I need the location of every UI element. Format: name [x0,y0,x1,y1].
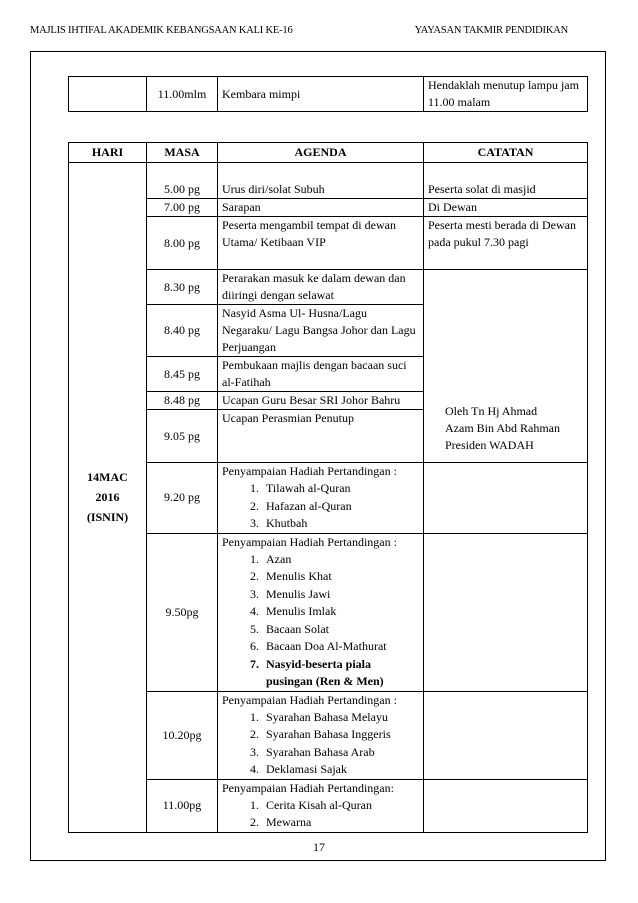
col-header-catatan: CATATAN [424,143,588,163]
agenda-title: Penyampaian Hadiah Pertandingan : [222,692,397,707]
col-header-hari: HARI [69,143,147,163]
agenda-cell [218,691,424,779]
time-cell: 10.20pg [147,691,218,779]
time-cell: 9.05 pg [147,410,218,463]
table-row [69,691,588,779]
agenda-cell: Sarapan [218,199,424,217]
list-item: 4. Menulis Imlak [262,603,419,621]
agenda-cell [218,533,424,691]
list-item: 3. Menulis Jawi [262,586,419,604]
table-row [69,199,588,217]
speaker-note-line: Azam Bin Abd Rahman [445,421,560,435]
day-cell [69,163,147,833]
schedule-table [68,142,588,833]
time-cell: 5.00 pg [147,163,218,199]
note-cell [424,463,588,534]
continuation-table [68,76,588,112]
header-left: MAJLIS IHTIFAL AKADEMIK KEBANGSAAN KALI KE-16 [30,25,293,36]
time-cell: 11.00pg [147,779,218,832]
agenda-cell: Ucapan Guru Besar SRI Johor Bahru [218,392,424,410]
list-item: 3. Khutbah [262,515,419,533]
day-year: 2016 [95,490,120,505]
col-header-agenda: AGENDA [218,143,424,163]
note-cell [424,691,588,779]
day-name: (ISNIN) [86,510,129,525]
list-item: 6. Bacaan Doa Al-Mathurat [262,638,419,656]
agenda-cell [218,779,424,832]
list-item: 7. Nasyid-beserta piala pusingan (Ren & Men) [262,656,419,691]
list-item: 2. Menulis Khat [262,568,419,586]
note-cell [424,533,588,691]
note-cell [424,779,588,832]
list-item: 1. Cerita Kisah al-Quran [262,797,419,815]
prize-list [222,797,419,832]
page-number: 17 [313,840,325,854]
table-row [69,533,588,691]
day-cell [69,77,147,112]
note-cell: Di Dewan [424,199,588,217]
col-header-masa: MASA [147,143,218,163]
note-cell: Hendaklah menutup lampu jam 11.00 malam [424,77,588,112]
time-cell: 8.30 pg [147,270,218,305]
list-item: 2. Hafazan al-Quran [262,498,419,516]
time-cell: 8.48 pg [147,392,218,410]
agenda-title: Penyampaian Hadiah Pertandingan : [222,464,397,478]
table-row [69,270,588,305]
list-item: 1. Azan [262,551,419,569]
agenda-cell: Perarakan masuk ke dalam dewan dan diiringi dengan selawat [218,270,424,305]
time-cell: 8.40 pg [147,305,218,357]
header-right: YAYASAN TAKMIR PENDIDIKAN [414,25,568,36]
table-row [69,217,588,270]
agenda-cell: Ucapan Perasmian Penutup [218,410,424,463]
agenda-title: Penyampaian Hadiah Pertandingan: [222,780,394,795]
time-cell: 9.20 pg [147,463,218,534]
table-header-row [69,143,588,163]
list-item: 1. Tilawah al-Quran [262,480,419,498]
speaker-note-line: Presiden WADAH [445,438,534,452]
list-item: 1. Syarahan Bahasa Melayu [262,709,419,727]
list-item: 5. Bacaan Solat [262,621,419,639]
speaker-note [445,403,595,454]
day-date: 14MAC [87,470,128,485]
list-item: 2. Mewarna [262,814,419,832]
time-cell: 11.00mlm [147,77,218,112]
agenda-cell: Pembukaan majlis dengan bacaan suci al-Fatihah [218,357,424,392]
time-cell: 8.00 pg [147,217,218,270]
table-row [69,77,588,112]
list-item: 4. Deklamasi Sajak [262,761,419,779]
prize-list [222,480,419,533]
time-cell: 9.50pg [147,533,218,691]
agenda-cell [218,463,424,534]
note-cell: Peserta mesti berada di Dewan pada pukul 7.30 pagi [424,217,588,270]
agenda-title: Penyampaian Hadiah Pertandingan : [222,534,397,549]
list-item: 2. Syarahan Bahasa Inggeris [262,726,419,744]
agenda-cell: Kembara mimpi [218,77,424,112]
agenda-cell: Peserta mengambil tempat di dewan Utama/ Ketibaan VIP [218,217,424,270]
table-row [69,463,588,534]
table-row [69,163,588,199]
agenda-cell: Nasyid Asma Ul- Husna/Lagu Negaraku/ Lagu Bangsa Johor dan Lagu Perjuangan [218,305,424,357]
list-item: 3. Syarahan Bahasa Arab [262,744,419,762]
agenda-cell: Urus diri/solat Subuh [218,163,424,199]
time-cell: 8.45 pg [147,357,218,392]
prize-list [222,551,419,691]
note-cell: Peserta solat di masjid [424,163,588,199]
time-cell: 7.00 pg [147,199,218,217]
prize-list [222,709,419,779]
speaker-note-line: Oleh Tn Hj Ahmad [445,404,538,418]
table-row [69,779,588,832]
